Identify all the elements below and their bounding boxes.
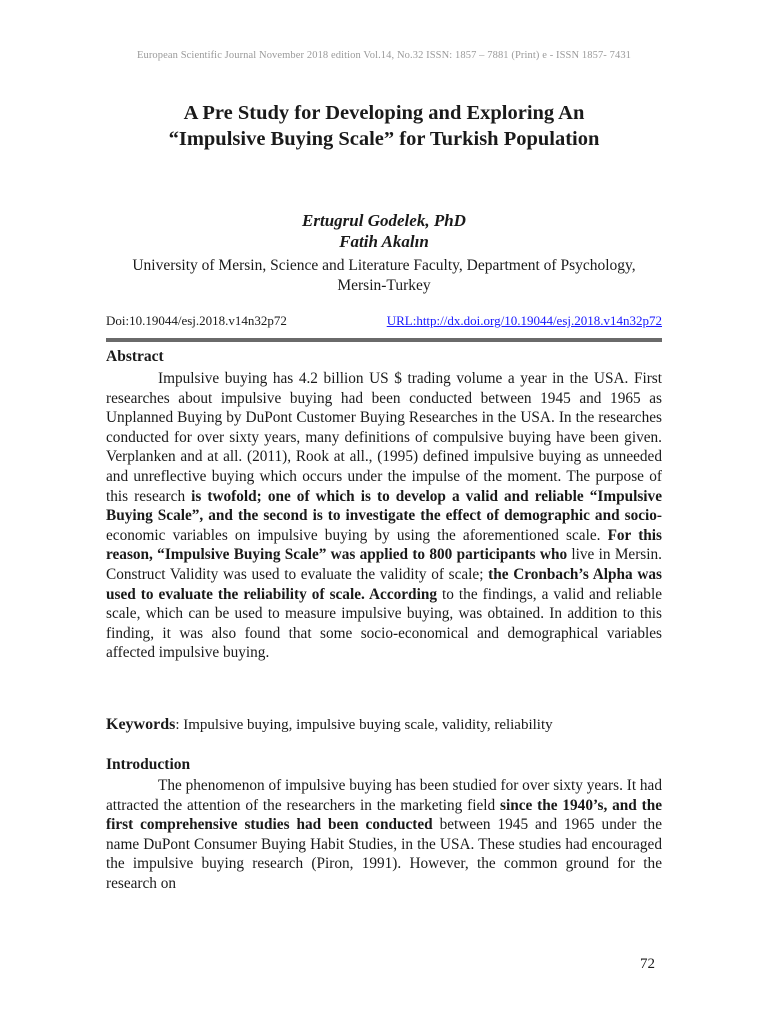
affiliation: University of Mersin, Science and Literature Faculty, Department of Psychology, Mersin-Turkey <box>132 257 636 294</box>
paper-title <box>60 100 708 152</box>
abstract-text: to the findings, a valid and reliable scale, which can be used to measure impulsive buying, was obtained. In addition to this finding, it was also found that some socio-economical and demographical variables affected impulsive buying. <box>106 585 662 662</box>
author-name: Fatih Akalın <box>339 232 429 251</box>
introduction-heading: Introduction <box>106 756 191 773</box>
page-number: 72 <box>640 956 655 972</box>
title-line-1: A Pre Study for Developing and Exploring An <box>183 102 585 124</box>
abstract-text: live in Mersin. Construct Validity was used to evaluate the validity of scale; <box>106 546 662 583</box>
keywords-label: Keywords <box>106 716 176 733</box>
abstract-text: Impulsive buying has 4.2 billion US $ trading volume a year in the USA. First researches about impulsive buying had been conducted between 1945 and 1965 as Unplanned Buying by DuPont Customer Buying Researches in the USA. In the researches conducted for over sixty years, many definitions of compulsive buying have been given. Verplanken and at all. (2011), Rook at all., (1995) defined impulsive buying as unneeded and unreflective buying which occurs under the impulse of the moment. The purpose of this research <box>106 370 662 505</box>
introduction-text-bold: since the 1940’s, and the first comprehensive studies had been conducted <box>106 796 662 834</box>
author-name: Ertugrul Godelek, PhD <box>302 211 466 230</box>
journal-header: European Scientific Journal November 2018 edition Vol.14, No.32 ISSN: 1857 – 7881 (Print) e - ISSN 1857- 7431 <box>136 50 632 61</box>
abstract-text-bold: the Cronbach’s Alpha was used to evaluate the reliability of scale. According <box>106 565 662 603</box>
doi-text: Doi:10.19044/esj.2018.v14n32p72 <box>106 313 287 328</box>
keywords-line <box>106 716 662 734</box>
doi-url-link[interactable]: URL:http://dx.doi.org/10.19044/esj.2018.v14n32p72 <box>386 313 662 328</box>
abstract-text: economic variables on impulsive buying by using the aforementioned scale. <box>106 526 608 544</box>
keywords-text: : Impulsive buying, impulsive buying scale, validity, reliability <box>175 717 553 733</box>
abstract-body <box>106 369 662 663</box>
author-list <box>0 210 768 252</box>
introduction-text: The phenomenon of impulsive buying has been studied for over sixty years. It had attracted the attention of the researchers in the marketing field <box>106 777 662 814</box>
title-line-2: “Impulsive Buying Scale” for Turkish Population <box>168 128 600 150</box>
doi-line <box>106 313 662 329</box>
abstract-text-bold: is twofold; one of which is to develop a valid and reliable “Impulsive Buying Scale”, and the second is to investigate the effect of demographic and socio- <box>106 487 662 525</box>
introduction-text: between 1945 and 1965 under the name DuPont Consumer Buying Habit Studies, in the USA. These studies had encouraged the impulsive buying research (Piron, 1991). However, the common ground for the research on <box>106 816 662 892</box>
abstract-heading: Abstract <box>106 348 164 365</box>
introduction-body <box>106 776 662 894</box>
section-divider <box>106 338 662 342</box>
abstract-text-bold: For this reason, “Impulsive Buying Scale” was applied to 800 participants who <box>106 526 662 564</box>
